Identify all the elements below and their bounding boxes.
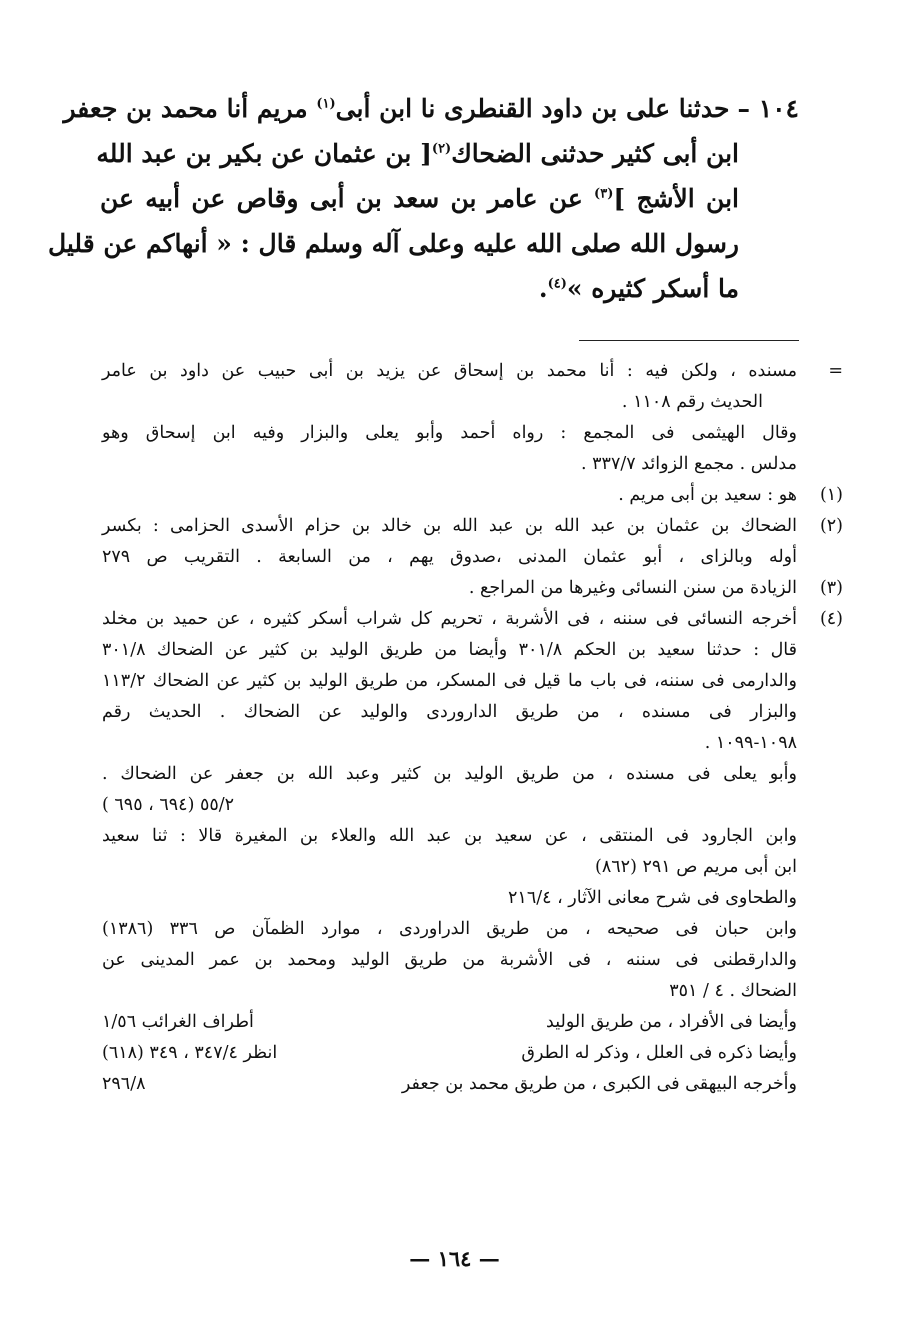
footnote-text: ٢٩٦/٨ [102,1074,146,1094]
footnotes-block [102,356,843,1100]
footnote-text: والدارمى فى سننه، فى باب ما قيل فى المسكر، من طريق الوليد بن كثير عن الضحاك ١١٣/٢ [102,671,797,691]
source-line [102,759,797,790]
source-line [102,821,797,852]
hadith-line-5 [100,266,799,311]
hadith-block [47,86,799,311]
footnote-marker-4: (٤) [819,609,843,629]
source-line [102,1038,797,1069]
hadith-text: ابن أبى كثير حدثنى الضحاك [451,139,739,168]
footnote-continuation-line [102,449,797,480]
footnote-text: الزيادة من سنن النسائى وغيرها من المراجع . [468,578,797,598]
footnote-text: الحديث رقم ١١٠٨ . [621,392,763,412]
footnote-1 [102,480,843,511]
footnote-continuation-line [102,418,797,449]
hadith-line-2 [96,131,799,176]
hadith-text: [ بن عثمان عن بكير بن عبد الله [96,139,432,168]
footnote-text: مدلس . مجمع الزوائد ٣٣٧/٧ . [581,454,797,474]
footnote-text: وأيضا فى الأفراد ، من طريق الوليد [546,1012,797,1032]
hadith-line-1 [63,86,799,131]
hadith-text: حدثنا على بن داود القنطرى نا ابن أبى [335,94,730,123]
footnote-separator [579,340,799,341]
footnote-text: وأخرجه البيهقى فى الكبرى ، من طريق محمد بن جعفر [401,1074,797,1094]
footnote-3 [102,573,843,604]
footnote-4-line [102,635,797,666]
footnote-text: هو : سعيد بن أبى مريم . [618,485,797,505]
footnote-ref-1[interactable]: (١) [316,96,336,112]
footnote-text: والبزار فى مسنده ، من طريق الداروردى والوليد عن الضحاك . الحديث رقم [102,702,797,722]
source-line [102,852,797,883]
footnote-text: والطحاوى فى شرح معانى الآثار ، ٢١٦/٤ [508,888,797,908]
footnote-text: وأيضا ذكره فى العلل ، وذكر له الطرق [521,1043,797,1063]
footnote-text: وأبو يعلى فى مسنده ، من طريق الوليد بن كثير وعبد الله بن جعفر عن الضحاك . [102,764,797,784]
source-line [102,790,797,821]
footnote-text: والدارقطنى فى سننه ، فى الأشربة من طريق الوليد ومحمد بن عمر المدينى عن [102,950,797,970]
footnote-continuation-line [102,356,843,387]
footnote-marker-2: (٢) [819,516,843,536]
hadith-text: عن عامر بن سعد بن أبى وقاص عن أبيه عن [100,184,583,213]
footnote-text: الضحاك . ٤ / ٣٥١ [669,981,797,1001]
source-line [102,1007,797,1038]
footnote-text: أوله وبالزاى ، أبو عثمان المدنى ،صدوق يهم ، من السابعة . التقريب ص ٢٧٩ [102,547,797,567]
hadith-period: . [538,274,548,303]
footnote-ref-4[interactable]: (٤) [547,276,567,292]
footnote-marker-3: (٣) [819,578,843,598]
footnote-text: ابن أبى مريم ص ٢٩١ (٨٦٢) [595,857,797,877]
footnote-2-line [102,542,797,573]
continuation-marker: = [828,361,843,381]
footnote-text: ٥٥/٢ (٦٩٤ ، ٦٩٥ ) [102,795,235,815]
footnote-text: مسنده ، ولكن فيه : أنا محمد بن إسحاق عن يزيد بن أبى حبيب عن داود بن عامر [102,361,797,381]
footnote-ref-3[interactable]: (٣) [594,186,614,202]
footnote-4-line [102,697,797,728]
footnote-text: انظر ٣٤٧/٤ ، ٣٤٩ (٦١٨) [102,1043,278,1063]
footnote-4-line [102,666,797,697]
footnote-2 [102,511,843,542]
footnote-text: وابن الجارود فى المنتقى ، عن سعيد بن عبد الله والعلاء بن المغيرة قالا : ثنا سعيد [102,826,797,846]
footnote-text: أطراف الغرائب ١/٥٦ [102,1012,254,1032]
hadith-text: رسول الله صلى الله عليه وعلى آله وسلم قال : « أنهاكم عن قليل [47,229,739,258]
hadith-text: ما أسكر كثيره » [566,274,739,303]
footnote-text: وابن حبان فى صحيحه ، من طريق الدراوردى ، موارد الظمآن ص ٣٣٦ (١٣٨٦) [102,919,798,939]
footnote-marker-1: (١) [819,485,843,505]
page-number: — ١٦٤ — [409,1246,500,1271]
footnote-text: ١٠٩٨-١٠٩٩ . [704,733,797,753]
footnote-text: أخرجه النسائى فى سننه ، فى الأشربة ، تحريم كل شراب أسكر كثيره ، عن حميد بن مخلد [102,609,797,629]
source-line [102,976,797,1007]
footnote-4 [102,604,843,635]
hadith-number: ١٠٤ – [737,94,799,123]
footnote-text: وقال الهيثمى فى المجمع : رواه أحمد وأبو يعلى والبزار وفيه ابن إسحاق وهو [102,423,797,443]
source-line [102,945,797,976]
footnote-text: الضحاك بن عثمان بن عبد الله بن عبد الله بن خالد بن حزام الأسدى الحزامى : بكسر [102,516,797,536]
footnote-continuation-line [102,387,797,418]
source-line [102,1069,797,1100]
footnote-text: قال : حدثنا سعيد بن الحكم ٣٠١/٨ وأيضا من طريق الوليد بن كثير عن الضحاك ٣٠١/٨ [102,640,797,660]
footnote-4-line [102,728,797,759]
source-line [102,914,797,945]
hadith-text: ابن الأشج ] [613,184,739,213]
footnote-ref-2[interactable]: (٢) [431,141,452,157]
hadith-line-3 [100,176,799,221]
source-line [102,883,797,914]
hadith-text: مريم أنا محمد بن جعفر [63,94,308,123]
hadith-line-4 [47,221,799,266]
